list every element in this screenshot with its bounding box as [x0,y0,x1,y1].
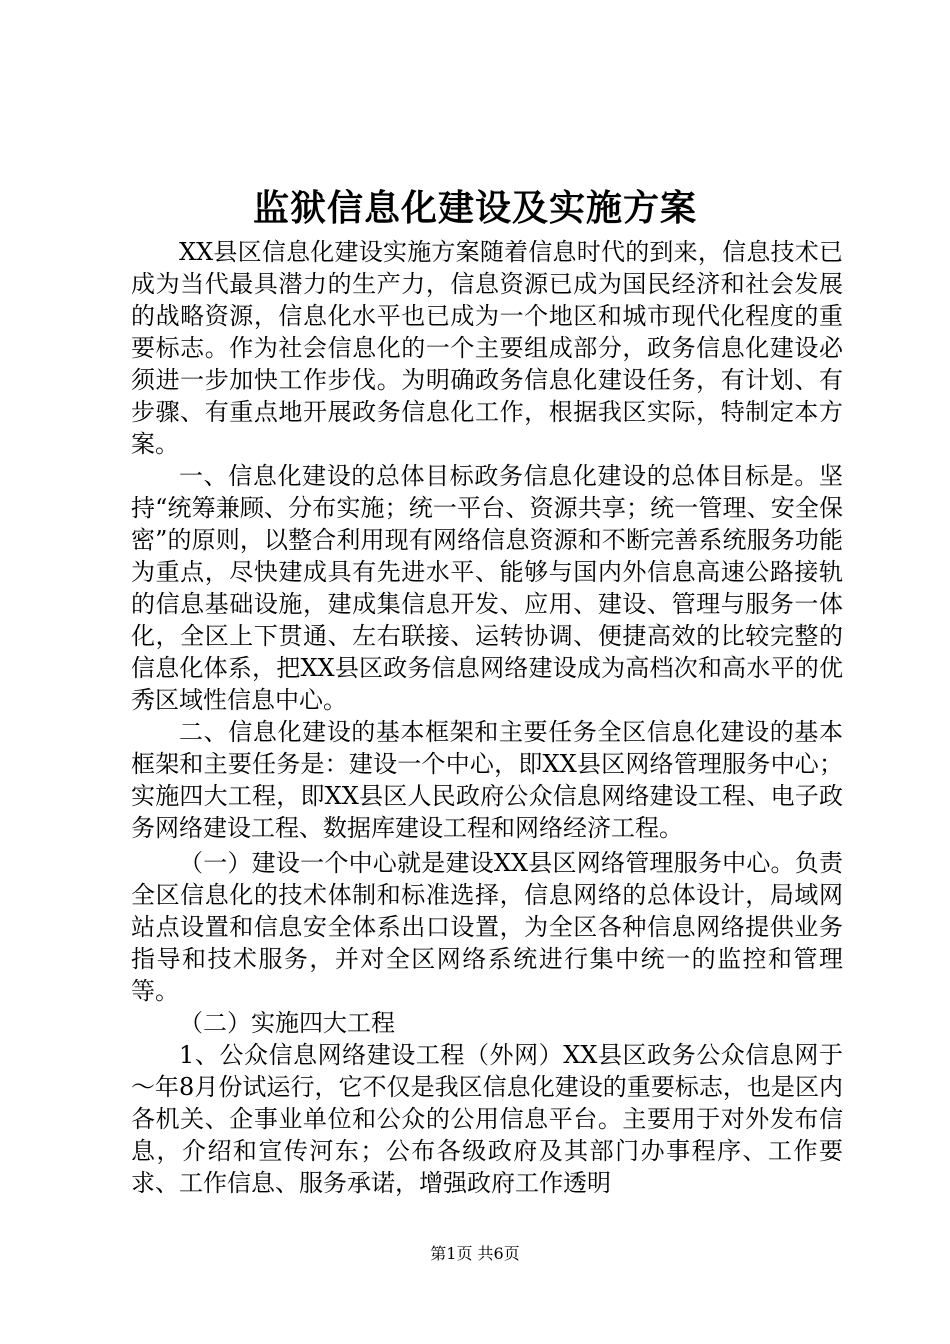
paragraph-intro: XX县区信息化建设实施方案随着信息时代的到来，信息技术已成为当代最具潜力的生产力，信息资源已成为国民经济和社会发展的战略资源，信息化水平也已成为一个地区和城市现代化程度的重要标志。作为社会信息化的一个主要组成部分，政务信息化建设必须进一步加快工作步伐。为明确政务信息化建设任务，有计划、有步骤、有重点地开展政务信息化工作，根据我区实际，特制定本方案。 [131,238,843,458]
paragraph-subsection-two-heading: （二）实施四大工程 [179,1009,395,1037]
paragraph-section-one: 一、信息化建设的总体目标政务信息化建设的总体目标是。坚持“统筹兼顾、分布实施；统一平台、资源共享；统一管理、安全保密”的原则，以整合利用现有网络信息资源和不断完善系统服务功能为重点，尽快建成具有先进水平、能够与国内外信息高速公路接轨的信息基础设施，建成集信息开发、应用、建设、管理与服务一体化，全区上下贯通、左右联接、运转协调、便捷高效的比较完整的信息化体系，把XX县区政务信息网络建设成为高档次和高水平的优秀区域性信息中心。 [131,462,843,714]
page-footer: 第1页 共6页 [430,1244,520,1263]
document-body [131,236,843,1199]
document-title: 监狱信息化建设及实施方案 [252,187,697,229]
paragraph-subsection-one: （一）建设一个中心就是建设XX县区网络管理服务中心。负责全区信息化的技术体制和标准选择，信息网络的总体设计，局域网站点设置和信息安全体系出口设置，为全区各种信息网络提供业务指导和技术服务，并对全区网络系统进行集中统一的监控和管理等。 [131,849,843,1005]
paragraph-section-two: 二、信息化建设的基本框架和主要任务全区信息化建设的基本框架和主要任务是：建设一个中心，即XX县区网络管理服务中心；实施四大工程，即XX县区人民政府公众信息网络建设工程、电子政务网络建设工程、数据库建设工程和网络经济工程。 [131,718,843,842]
paragraph-item-one: 1、公众信息网络建设工程（外网）XX县区政务公众信息网于～年8月份试运行，它不仅是我区信息化建设的重要标志，也是区内各机关、企事业单位和公众的公用信息平台。主要用于对外发布信息，介绍和宣传河东；公布各级政府及其部门办事程序、工作要求、工作信息、服务承诺，增强政府工作透明 [131,1041,843,1197]
